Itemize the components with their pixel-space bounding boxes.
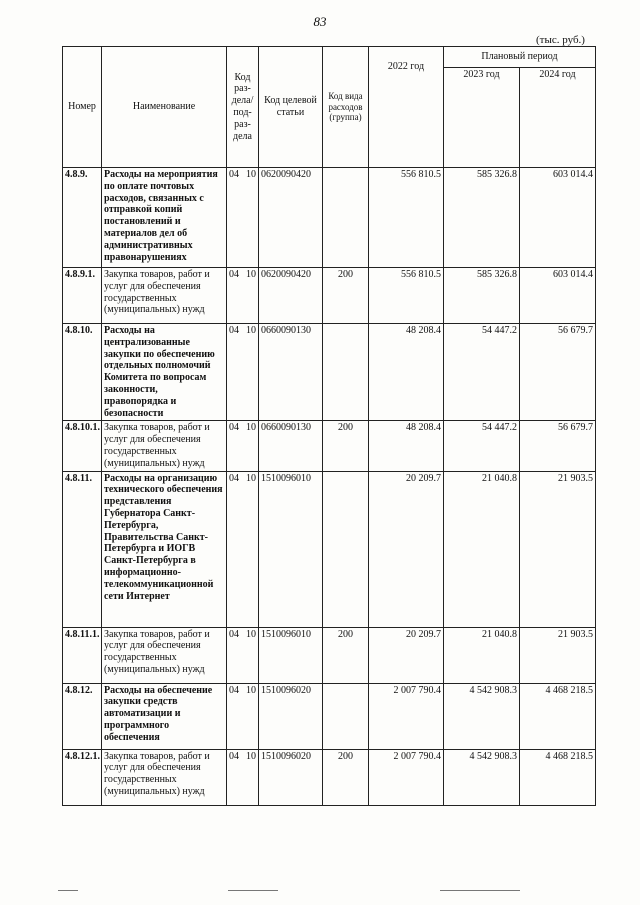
section-code: 04 (229, 684, 239, 696)
row-name: Закупка товаров, работ и услуг для обеспечения государственных (муниципальных) нужд (102, 421, 227, 471)
row-name: Закупка товаров, работ и услуг для обеспечения государственных (муниципальных) нужд (102, 627, 227, 683)
row-value-2023: 4 542 908.3 (444, 749, 520, 805)
table-row (63, 168, 596, 268)
row-number: 4.8.9. (63, 168, 102, 268)
row-target-code: 0620090420 (259, 168, 323, 268)
row-name: Закупка товаров, работ и услуг для обеспечения государственных (муниципальных) нужд (102, 268, 227, 324)
row-value-2023: 585 326.8 (444, 268, 520, 324)
row-number: 4.8.12.1. (63, 749, 102, 805)
row-number: 4.8.10.1. (63, 421, 102, 471)
section-code: 04 (229, 325, 239, 336)
row-value-2022: 2 007 790.4 (369, 683, 444, 749)
subsection-code: 10 (246, 472, 256, 484)
table-row (63, 268, 596, 324)
row-value-2024: 56 679.7 (520, 421, 596, 471)
section-code: 04 (229, 269, 239, 280)
table-row (63, 683, 596, 749)
row-value-2022: 20 209.7 (369, 627, 444, 683)
row-value-2024: 56 679.7 (520, 324, 596, 421)
row-target-code: 0660090130 (259, 324, 323, 421)
row-target-code: 0660090130 (259, 421, 323, 471)
footer-mark (228, 890, 278, 891)
header-expense-code: Код вида расходов (группа) (323, 47, 369, 168)
row-value-2024: 4 468 218.5 (520, 683, 596, 749)
row-value-2023: 54 447.2 (444, 324, 520, 421)
row-value-2024: 21 903.5 (520, 471, 596, 627)
table-row (63, 749, 596, 805)
row-section-code (227, 168, 259, 268)
row-expense-code (323, 471, 369, 627)
subsection-code: 10 (246, 169, 256, 180)
section-code: 04 (229, 422, 239, 434)
row-value-2023: 54 447.2 (444, 421, 520, 471)
row-name: Расходы на мероприятия по оплате почтовых расходов, связанных с отправкой копий постановлений и материалов дел об административных правонарушениях (102, 168, 227, 268)
row-number: 4.8.9.1. (63, 268, 102, 324)
subsection-code: 10 (246, 628, 256, 640)
row-name: Расходы на обеспечение закупки средств автоматизации и программного обеспечения (102, 683, 227, 749)
row-section-code (227, 324, 259, 421)
row-section-code (227, 749, 259, 805)
section-code: 04 (229, 750, 239, 762)
row-value-2023: 585 326.8 (444, 168, 520, 268)
header-plan-period: Плановый период (444, 47, 596, 68)
row-value-2024: 21 903.5 (520, 627, 596, 683)
row-number: 4.8.12. (63, 683, 102, 749)
subsection-code: 10 (246, 325, 256, 336)
row-expense-code: 200 (323, 421, 369, 471)
row-value-2024: 603 014.4 (520, 168, 596, 268)
section-code: 04 (229, 169, 239, 180)
row-value-2024: 4 468 218.5 (520, 749, 596, 805)
row-value-2022: 48 208.4 (369, 421, 444, 471)
row-target-code: 1510096020 (259, 749, 323, 805)
row-section-code (227, 627, 259, 683)
row-expense-code: 200 (323, 627, 369, 683)
row-value-2024: 603 014.4 (520, 268, 596, 324)
row-name: Расходы на организацию технического обеспечения представления Губернатора Санкт-Петербурга, Правительства Санкт-Петербурга и ИОГВ Санкт-Петербурга в информационно-телекоммуникационной сети Интернет (102, 471, 227, 627)
row-number: 4.8.11. (63, 471, 102, 627)
footer-mark (440, 890, 520, 891)
row-number: 4.8.10. (63, 324, 102, 421)
row-target-code: 0620090420 (259, 268, 323, 324)
row-value-2023: 21 040.8 (444, 471, 520, 627)
table-row (63, 421, 596, 471)
section-code: 04 (229, 628, 239, 640)
units-label: (тыс. руб.) (536, 34, 585, 46)
subsection-code: 10 (246, 422, 256, 434)
header-number: Номер (63, 47, 102, 168)
footer-mark (58, 890, 78, 891)
row-expense-code (323, 324, 369, 421)
row-target-code: 1510096020 (259, 683, 323, 749)
row-expense-code: 200 (323, 268, 369, 324)
page-number: 83 (313, 14, 327, 29)
row-expense-code (323, 168, 369, 268)
row-value-2022: 556 810.5 (369, 268, 444, 324)
row-section-code (227, 421, 259, 471)
row-expense-code (323, 683, 369, 749)
subsection-code: 10 (246, 750, 256, 762)
header-section-code: Код раз- дела/ под- раз- дела (227, 47, 259, 168)
row-section-code (227, 268, 259, 324)
row-target-code: 1510096010 (259, 627, 323, 683)
row-section-code (227, 471, 259, 627)
header-target-code: Код целевой статьи (259, 47, 323, 168)
header-name: Наименование (102, 47, 227, 168)
header-year-2024: 2024 год (520, 67, 596, 168)
row-target-code: 1510096010 (259, 471, 323, 627)
row-value-2022: 556 810.5 (369, 168, 444, 268)
row-value-2022: 2 007 790.4 (369, 749, 444, 805)
row-number: 4.8.11.1. (63, 627, 102, 683)
subsection-code: 10 (246, 684, 256, 696)
subsection-code: 10 (246, 269, 256, 280)
header-year-2023: 2023 год (444, 67, 520, 168)
table-row (63, 627, 596, 683)
section-code: 04 (229, 472, 239, 484)
table-row (63, 324, 596, 421)
row-value-2023: 21 040.8 (444, 627, 520, 683)
row-expense-code: 200 (323, 749, 369, 805)
row-section-code (227, 683, 259, 749)
row-value-2022: 20 209.7 (369, 471, 444, 627)
table-row (63, 471, 596, 627)
row-value-2023: 4 542 908.3 (444, 683, 520, 749)
row-name: Расходы на централизованные закупки по обеспечению отдельных полномочий Комитета по вопросам законности, правопорядка и безопасности (102, 324, 227, 421)
header-year-2022: 2022 год (369, 47, 444, 168)
budget-table (62, 46, 596, 806)
row-name: Закупка товаров, работ и услуг для обеспечения государственных (муниципальных) нужд (102, 749, 227, 805)
row-value-2022: 48 208.4 (369, 324, 444, 421)
